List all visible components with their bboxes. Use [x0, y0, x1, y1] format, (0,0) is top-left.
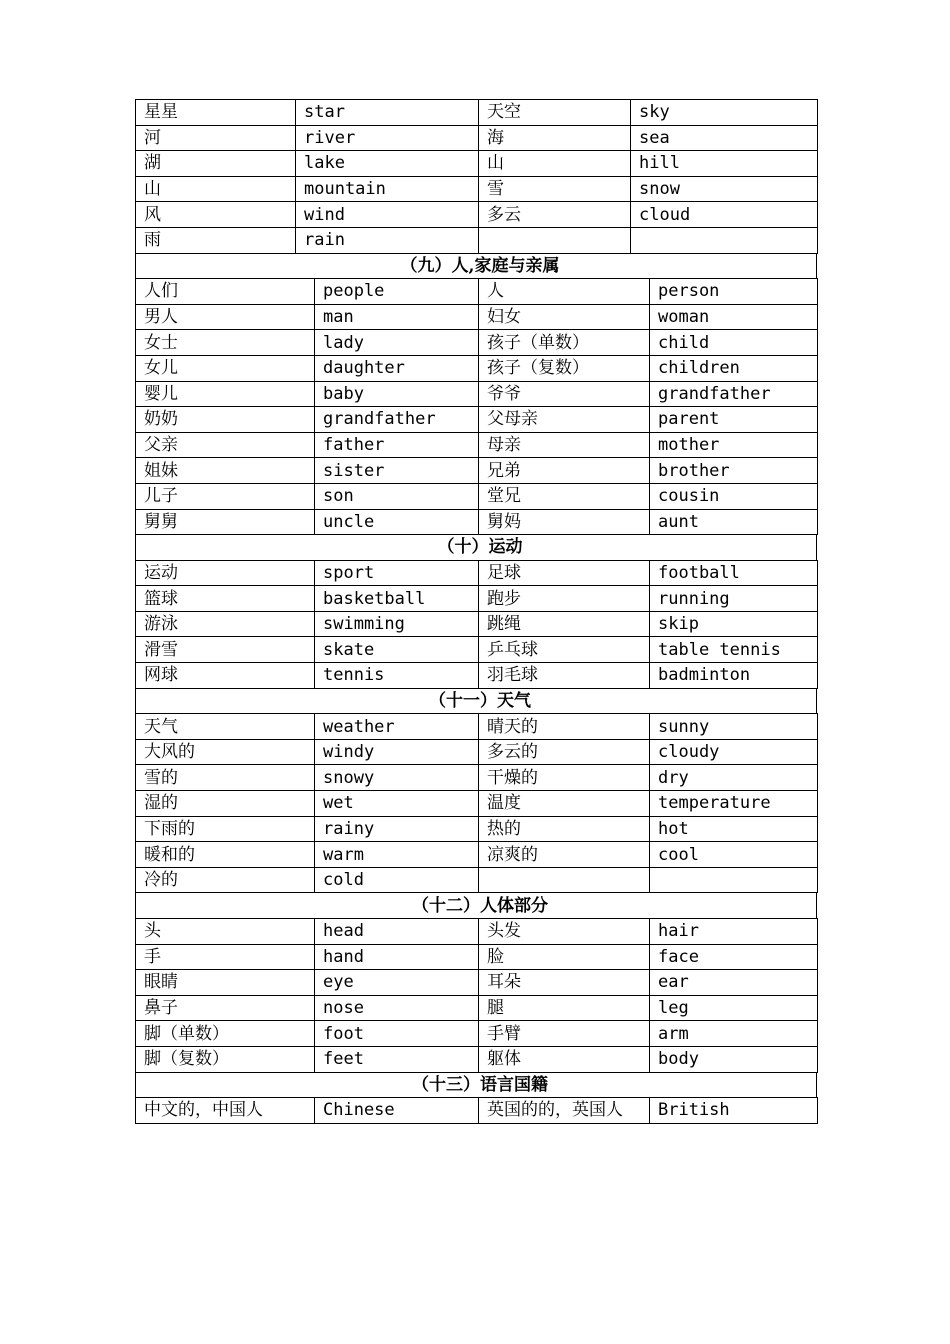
table-row [136, 1021, 818, 1047]
vocab-table [135, 278, 818, 535]
english-term-cell: cloud [631, 202, 818, 228]
english-term-cell: tennis [315, 663, 479, 689]
chinese-term-cell: 海 [479, 125, 631, 151]
chinese-term-cell: 孩子（单数） [479, 330, 650, 356]
english-term-cell: head [315, 919, 479, 945]
english-term-cell: grandfather [315, 407, 479, 433]
vocab-table [135, 560, 818, 689]
chinese-term-cell: 母亲 [479, 432, 650, 458]
section-title: （九）人,家庭与亲属 [136, 253, 817, 279]
chinese-term-cell: 妇女 [479, 304, 650, 330]
chinese-term-cell: 下雨的 [136, 816, 315, 842]
table-row [136, 816, 818, 842]
chinese-term-cell: 山 [136, 176, 296, 202]
table-row [136, 663, 818, 689]
chinese-term-cell: 凉爽的 [479, 842, 650, 868]
chinese-term-cell: 姐妹 [136, 458, 315, 484]
english-term-cell: football [650, 560, 818, 586]
table-row [136, 100, 818, 126]
english-term-cell: body [650, 1046, 818, 1072]
table-row [136, 714, 818, 740]
chinese-term-cell: 兄弟 [479, 458, 650, 484]
english-term-cell: lake [296, 151, 479, 177]
section-title: （十一）天气 [136, 688, 817, 714]
chinese-term-cell: 爷爷 [479, 381, 650, 407]
chinese-term-cell: 冷的 [136, 867, 315, 893]
english-term-cell: basketball [315, 586, 479, 612]
table-row [136, 586, 818, 612]
table-row [136, 125, 818, 151]
section-title: （十）运动 [136, 535, 817, 561]
english-term-cell: sunny [650, 714, 818, 740]
english-term-cell: sea [631, 125, 818, 151]
chinese-term-cell: 儿子 [136, 483, 315, 509]
table-row [136, 176, 818, 202]
english-term-cell: mother [650, 432, 818, 458]
table-row [136, 739, 818, 765]
english-term-cell: wind [296, 202, 479, 228]
table-row [136, 509, 818, 535]
english-term-cell: lady [315, 330, 479, 356]
english-term-cell: hand [315, 944, 479, 970]
chinese-term-cell: 干燥的 [479, 765, 650, 791]
table-row [136, 842, 818, 868]
english-term-cell: man [315, 304, 479, 330]
chinese-term-cell: 湖 [136, 151, 296, 177]
chinese-term-cell: 人们 [136, 279, 315, 305]
chinese-term-cell: 乒乓球 [479, 637, 650, 663]
english-term-cell: temperature [650, 791, 818, 817]
english-term-cell: brother [650, 458, 818, 484]
english-term-cell: dry [650, 765, 818, 791]
section-title: （十二）人体部分 [136, 893, 817, 919]
table-row [136, 304, 818, 330]
chinese-term-cell: 温度 [479, 791, 650, 817]
english-term-cell: sky [631, 100, 818, 126]
chinese-term-cell: 湿的 [136, 791, 315, 817]
english-term-cell: cold [315, 867, 479, 893]
english-term-cell: wet [315, 791, 479, 817]
section-title: （十三）语言国籍 [136, 1072, 817, 1098]
section-title-table [135, 892, 817, 919]
table-row [136, 1098, 818, 1124]
chinese-term-cell: 女儿 [136, 355, 315, 381]
english-term-cell: sport [315, 560, 479, 586]
chinese-term-cell [479, 227, 631, 253]
chinese-term-cell: 大风的 [136, 739, 315, 765]
chinese-term-cell: 鼻子 [136, 995, 315, 1021]
chinese-term-cell: 男人 [136, 304, 315, 330]
table-row [136, 1046, 818, 1072]
english-term-cell: son [315, 483, 479, 509]
table-row [136, 330, 818, 356]
table-row [136, 381, 818, 407]
vocabulary-page [135, 99, 817, 1124]
chinese-term-cell: 中文的，中国人 [136, 1098, 315, 1124]
english-term-cell: badminton [650, 663, 818, 689]
chinese-term-cell: 山 [479, 151, 631, 177]
english-term-cell: snow [631, 176, 818, 202]
chinese-term-cell: 星星 [136, 100, 296, 126]
vocab-table [135, 713, 818, 893]
chinese-term-cell: 耳朵 [479, 970, 650, 996]
chinese-term-cell: 脸 [479, 944, 650, 970]
table-row [136, 227, 818, 253]
chinese-term-cell: 英国的的，英国人 [479, 1098, 650, 1124]
chinese-term-cell: 篮球 [136, 586, 315, 612]
chinese-term-cell: 跳绳 [479, 611, 650, 637]
english-term-cell: grandfather [650, 381, 818, 407]
english-term-cell: hot [650, 816, 818, 842]
english-term-cell: face [650, 944, 818, 970]
chinese-term-cell: 羽毛球 [479, 663, 650, 689]
chinese-term-cell: 手 [136, 944, 315, 970]
chinese-term-cell: 多云的 [479, 739, 650, 765]
chinese-term-cell: 多云 [479, 202, 631, 228]
table-row [136, 483, 818, 509]
vocabulary-tables [135, 99, 817, 1124]
chinese-term-cell: 风 [136, 202, 296, 228]
english-term-cell: child [650, 330, 818, 356]
english-term-cell: cloudy [650, 739, 818, 765]
chinese-term-cell: 暖和的 [136, 842, 315, 868]
chinese-term-cell: 腿 [479, 995, 650, 1021]
chinese-term-cell: 天空 [479, 100, 631, 126]
english-term-cell: woman [650, 304, 818, 330]
english-term-cell: aunt [650, 509, 818, 535]
chinese-term-cell: 舅妈 [479, 509, 650, 535]
english-term-cell: star [296, 100, 479, 126]
english-term-cell: Chinese [315, 1098, 479, 1124]
english-term-cell: table tennis [650, 637, 818, 663]
vocab-table [135, 1097, 818, 1124]
chinese-term-cell: 脚（复数） [136, 1046, 315, 1072]
table-row [136, 637, 818, 663]
table-row [136, 407, 818, 433]
english-term-cell [631, 227, 818, 253]
english-term-cell: arm [650, 1021, 818, 1047]
vocab-table [135, 918, 818, 1073]
table-row [136, 279, 818, 305]
english-term-cell: cool [650, 842, 818, 868]
chinese-term-cell: 孩子（复数） [479, 355, 650, 381]
chinese-term-cell: 舅舅 [136, 509, 315, 535]
english-term-cell: people [315, 279, 479, 305]
section-title-table [135, 534, 817, 561]
chinese-term-cell: 跑步 [479, 586, 650, 612]
english-term-cell: hill [631, 151, 818, 177]
chinese-term-cell [479, 867, 650, 893]
english-term-cell: cousin [650, 483, 818, 509]
chinese-term-cell: 晴天的 [479, 714, 650, 740]
chinese-term-cell: 手臂 [479, 1021, 650, 1047]
table-row [136, 791, 818, 817]
chinese-term-cell: 运动 [136, 560, 315, 586]
table-row [136, 919, 818, 945]
chinese-term-cell: 脚（单数） [136, 1021, 315, 1047]
english-term-cell: mountain [296, 176, 479, 202]
english-term-cell: nose [315, 995, 479, 1021]
table-row [136, 458, 818, 484]
chinese-term-cell: 奶奶 [136, 407, 315, 433]
vocab-table [135, 99, 818, 254]
english-term-cell: ear [650, 970, 818, 996]
table-row [136, 944, 818, 970]
english-term-cell: British [650, 1098, 818, 1124]
table-row [136, 970, 818, 996]
table-row [136, 432, 818, 458]
english-term-cell: weather [315, 714, 479, 740]
english-term-cell: daughter [315, 355, 479, 381]
english-term-cell: snowy [315, 765, 479, 791]
english-term-cell: skate [315, 637, 479, 663]
english-term-cell: river [296, 125, 479, 151]
section-title-table [135, 688, 817, 715]
chinese-term-cell: 热的 [479, 816, 650, 842]
english-term-cell: rain [296, 227, 479, 253]
english-term-cell: foot [315, 1021, 479, 1047]
english-term-cell: feet [315, 1046, 479, 1072]
chinese-term-cell: 雪的 [136, 765, 315, 791]
section-title-table [135, 253, 817, 280]
english-term-cell: windy [315, 739, 479, 765]
english-term-cell: uncle [315, 509, 479, 535]
english-term-cell: baby [315, 381, 479, 407]
chinese-term-cell: 滑雪 [136, 637, 315, 663]
table-row [136, 867, 818, 893]
table-row [136, 560, 818, 586]
english-term-cell: children [650, 355, 818, 381]
table-row [136, 611, 818, 637]
chinese-term-cell: 父母亲 [479, 407, 650, 433]
chinese-term-cell: 游泳 [136, 611, 315, 637]
chinese-term-cell: 堂兄 [479, 483, 650, 509]
chinese-term-cell: 头发 [479, 919, 650, 945]
chinese-term-cell: 天气 [136, 714, 315, 740]
english-term-cell: skip [650, 611, 818, 637]
english-term-cell: running [650, 586, 818, 612]
english-term-cell: parent [650, 407, 818, 433]
english-term-cell: eye [315, 970, 479, 996]
chinese-term-cell: 头 [136, 919, 315, 945]
table-row [136, 151, 818, 177]
table-row [136, 355, 818, 381]
english-term-cell: warm [315, 842, 479, 868]
chinese-term-cell: 雨 [136, 227, 296, 253]
english-term-cell: rainy [315, 816, 479, 842]
chinese-term-cell: 父亲 [136, 432, 315, 458]
table-row [136, 995, 818, 1021]
english-term-cell: person [650, 279, 818, 305]
english-term-cell: swimming [315, 611, 479, 637]
english-term-cell: leg [650, 995, 818, 1021]
chinese-term-cell: 婴儿 [136, 381, 315, 407]
table-row [136, 202, 818, 228]
section-title-table [135, 1072, 817, 1099]
chinese-term-cell: 人 [479, 279, 650, 305]
chinese-term-cell: 躯体 [479, 1046, 650, 1072]
chinese-term-cell: 足球 [479, 560, 650, 586]
chinese-term-cell: 女士 [136, 330, 315, 356]
english-term-cell: sister [315, 458, 479, 484]
english-term-cell [650, 867, 818, 893]
chinese-term-cell: 雪 [479, 176, 631, 202]
english-term-cell: hair [650, 919, 818, 945]
table-row [136, 765, 818, 791]
english-term-cell: father [315, 432, 479, 458]
chinese-term-cell: 河 [136, 125, 296, 151]
chinese-term-cell: 眼睛 [136, 970, 315, 996]
chinese-term-cell: 网球 [136, 663, 315, 689]
